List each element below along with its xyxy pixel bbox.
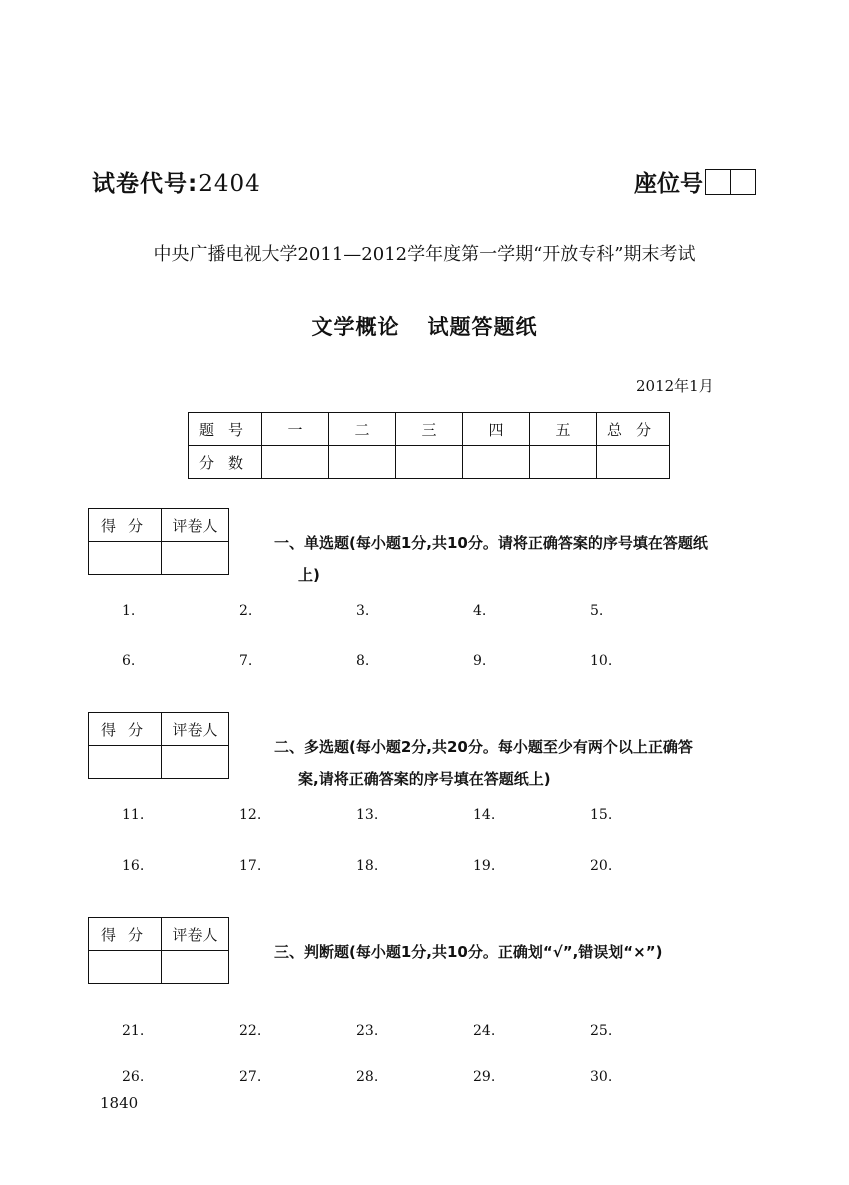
paper-code-number: 2404 [198, 171, 261, 197]
page-title [0, 311, 849, 341]
grader-name-label: 评卷人 [162, 918, 229, 951]
question-number: 29. [473, 1069, 496, 1085]
question-number: 27. [239, 1069, 262, 1085]
question-number: 9. [473, 653, 487, 669]
question-number: 21. [122, 1023, 145, 1039]
exam-subtitle: 中央广播电视大学2011—2012学年度第一学期“开放专科”期末考试 [153, 244, 696, 265]
column-header: 一 [262, 413, 329, 446]
grader-name-cell[interactable] [162, 951, 229, 984]
grader-name-label: 评卷人 [162, 713, 229, 746]
score-summary-table [188, 412, 670, 479]
section-3-line1: 三、判断题(每小题1分,共10分。正确划“√”,错误划“×”) [274, 943, 663, 961]
score-cell[interactable] [396, 446, 463, 479]
question-number: 15. [590, 807, 613, 823]
question-number: 7. [239, 653, 253, 669]
section-2-line2: 案,请将正确答案的序号填在答题纸上) [298, 770, 551, 788]
column-header: 五 [530, 413, 597, 446]
question-number: 1. [122, 603, 136, 619]
seat-number-label: 座位号 [634, 171, 703, 197]
question-number: 17. [239, 858, 262, 874]
section-1-line1: 一、单选题(每小题1分,共10分。请将正确答案的序号填在答题纸 [274, 534, 708, 552]
score-cell[interactable] [530, 446, 597, 479]
question-number: 4. [473, 603, 487, 619]
question-number: 23. [356, 1023, 379, 1039]
exam-date: 2012年1月 [636, 377, 714, 395]
grader-score-cell[interactable] [89, 746, 162, 779]
question-number: 2. [239, 603, 253, 619]
question-number: 10. [590, 653, 613, 669]
course-title: 文学概论 [311, 315, 400, 339]
section-1-heading [274, 527, 708, 591]
section-2-heading [274, 731, 693, 795]
score-cell[interactable] [262, 446, 329, 479]
question-number: 30. [590, 1069, 613, 1085]
grader-score-cell[interactable] [89, 951, 162, 984]
question-number: 19. [473, 858, 496, 874]
grader-score-label: 得分 [89, 509, 162, 542]
grader-name-cell[interactable] [162, 746, 229, 779]
question-number: 5. [590, 603, 604, 619]
grader-box-3 [88, 917, 229, 984]
column-header: 四 [463, 413, 530, 446]
score-cell[interactable] [463, 446, 530, 479]
section-2-line1: 二、多选题(每小题2分,共20分。每小题至少有两个以上正确答 [274, 738, 693, 756]
paper-code-label: 试卷代号: [92, 171, 199, 197]
grader-score-label: 得分 [89, 918, 162, 951]
seat-number [634, 165, 756, 198]
question-number: 25. [590, 1023, 613, 1039]
score-row-header: 分数 [189, 446, 262, 479]
question-number: 13. [356, 807, 379, 823]
grader-name-label: 评卷人 [162, 509, 229, 542]
paper-code [92, 165, 261, 198]
score-cell[interactable] [329, 446, 396, 479]
column-header: 二 [329, 413, 396, 446]
question-number: 3. [356, 603, 370, 619]
question-number-header: 题号 [189, 413, 262, 446]
page-number: 1840 [100, 1094, 139, 1112]
score-cell-total[interactable] [597, 446, 670, 479]
grader-box-2 [88, 712, 229, 779]
grader-score-cell[interactable] [89, 542, 162, 575]
column-header-total: 总分 [597, 413, 670, 446]
question-number: 28. [356, 1069, 379, 1085]
question-number: 12. [239, 807, 262, 823]
grader-name-cell[interactable] [162, 542, 229, 575]
question-number: 8. [356, 653, 370, 669]
column-header: 三 [396, 413, 463, 446]
question-number: 6. [122, 653, 136, 669]
sheet-title: 试题答题纸 [427, 315, 538, 339]
grader-score-label: 得分 [89, 713, 162, 746]
grader-box-1 [88, 508, 229, 575]
section-3-heading [274, 936, 662, 968]
question-number: 22. [239, 1023, 262, 1039]
question-number: 16. [122, 858, 145, 874]
question-number: 20. [590, 858, 613, 874]
seat-number-boxes[interactable] [705, 169, 756, 195]
question-number: 26. [122, 1069, 145, 1085]
question-number: 18. [356, 858, 379, 874]
question-number: 14. [473, 807, 496, 823]
section-1-line2: 上) [298, 566, 320, 584]
question-number: 11. [122, 807, 145, 823]
question-number: 24. [473, 1023, 496, 1039]
